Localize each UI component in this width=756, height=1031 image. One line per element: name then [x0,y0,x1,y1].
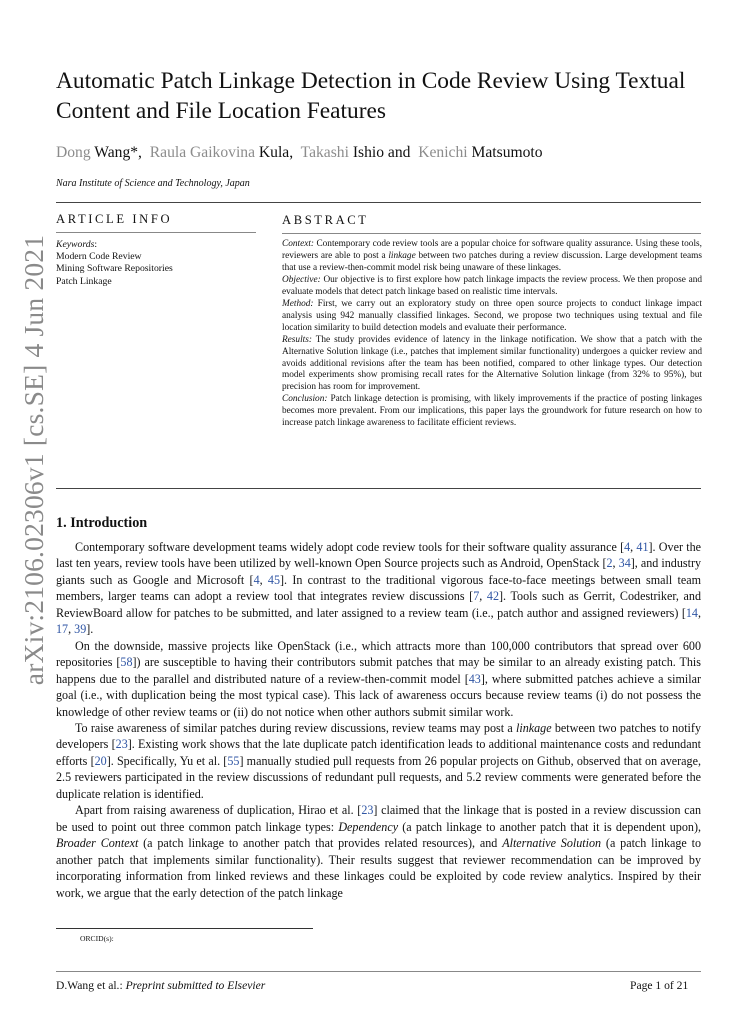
citation-link[interactable]: 2 [606,556,613,571]
article-info-rule [56,232,256,233]
citation-link[interactable]: 58 [120,655,133,670]
citation-link[interactable]: 23 [361,803,374,818]
citation-link[interactable]: 4 [624,540,631,554]
arxiv-stamp-text: arXiv:2106.02306v1 [cs.SE] 4 Jun 2021 [18,234,50,686]
citation-link[interactable]: 43 [468,671,481,686]
keyword-item: Modern Code Review [56,251,142,263]
author-1[interactable]: Dong Wang*, [56,144,142,161]
abstract-objective: Objective: Our objective is to first explore how patch linkage impacts the review process. We then propose and evaluate models that detect patch linkage based on realistic time intervals. [282,274,702,297]
citation-link[interactable]: 14 [685,605,698,620]
keywords-label: Keywords [56,239,95,250]
author-4[interactable]: Kenichi Matsumoto [418,144,543,161]
citation-link[interactable]: 20 [94,753,107,768]
citation-link[interactable]: 4 [253,572,260,587]
keywords-block [56,239,256,288]
abstract-bottom-rule [56,488,701,489]
section-heading-introduction: 1. Introduction [56,515,148,531]
citation-link[interactable]: 7 [473,589,480,604]
citation-link[interactable]: 55 [227,753,240,768]
keyword-item: Patch Linkage [56,275,112,287]
abstract-body [282,239,702,430]
keywords-label-line: Keywords: [56,239,98,250]
abstract-conclusion: Conclusion: Patch linkage detection is promising, with likely improvements if the practice of posting linkages becomes more prevalent. From our implications, this paper lays the groundwork for future research on how to increase patch linkage awareness to facilitate efficient reviews. [282,394,702,429]
article-info-heading: ARTICLE INFO [56,212,173,226]
paragraph: Contemporary software development teams widely adopt code review tools for their software quality assurance [4, 41]. Over the last ten years, review tools have been utilized by well-known Open Source projects such as Android, OpenStack [2, 34], and industry giants such as Google and Microsoft [4, 45]. In contrast to the traditional vigorous face-to-face meetings between small team members, larger teams can adopt a review tool that integrates review discussions [7, 42]. Tools such as Gerrit, Codestriker, and ReviewBoard allow for patches to be submitted, and later assigned to a review team (i.e., patch author and assigned reviewers) [14, 17, 39]. [56,540,702,637]
citation-link[interactable]: 45 [267,572,280,587]
author-3[interactable]: Takashi Ishio and [300,144,411,161]
citation-link[interactable]: 42 [486,589,500,604]
introduction-body [56,539,701,901]
arxiv-stamp [14,234,54,686]
orcid-footnote: ORCID(s): [80,934,114,943]
paper-title: Automatic Patch Linkage Detection in Code Review Using Textual Content and File Location Features [56,68,686,124]
abstract-method: Method: First, we carry out an exploratory study on three open source projects to conduct linkage impact analysis using 942 manually classified linkages. Second, we propose two techniques using textual and file location similarity to build detection models and evaluate their performance. [282,298,702,333]
citation-link[interactable]: 41 [636,540,649,554]
author-2[interactable]: Raula Gaikovina Kula, [149,144,294,161]
top-rule [56,202,701,203]
abstract-context: Context: Contemporary code review tools are a popular choice for software quality assurance. Using these tools, reviewers are able to post a linkage between two patches during a review discussion. Large development teams that use a review-then-commit model risk being unaware of these linkages. [282,239,702,273]
abstract-results: Results: The study provides evidence of latency in the linkage notification. We show that a patch with the Alternative Solution linkage (i.e., patches that implement similar functionality) undergoes a quicker review and avoids additional revisions after the team has been notified, compared to other linkage types. Our detection model experiments show promising recall rates for the Alternative Solution linkage (from 32% to 95%), but precision has room for improvement. [282,334,702,393]
abstract-heading: ABSTRACT [282,213,369,227]
abstract-rule [282,233,701,234]
author-list [56,144,543,162]
affiliation: Nara Institute of Science and Technology, Japan [56,178,250,189]
footer-running-head: D.Wang et al.: Preprint submitted to Elsevier [56,979,266,992]
citation-link[interactable]: 17 [56,622,69,637]
citation-link[interactable]: 23 [115,737,128,752]
paragraph: On the downside, massive projects like OpenStack (i.e., which attracts more than 100,000 contributors that spread over 600 repositories [58]) are susceptible to having their contributors submit patches that may be similar to an already existing patch. This happens due to the parallel and distributed nature of a review-then-commit model [43], where submitted patches achieve a similar goal (i.e., with duplication being the most typical case). This lack of awareness occurs because review teams (i) do not possess the knowledge of other review teams or (ii) do not notice when other authors submit similar work. [56,638,702,719]
paragraph: To raise awareness of similar patches during review discussions, review teams may post a linkage between two patches to notify developers [23]. Existing work shows that the late duplicate patch identification leads to additional maintenance costs and redundant efforts [20]. Specifically, Yu et al. [55] manually studied pull requests from 26 popular projects on Github, observed that on average, 2.5 reviewers participated in the review discussions of redundant pull requests, and 5.2 review comments were generated before the duplicate relation is identified. [56,720,701,801]
keyword-item: Mining Software Repositories [56,263,173,275]
citation-link[interactable]: 39 [74,622,87,637]
footer-rule [56,971,701,972]
citation-link[interactable]: 34 [618,556,631,571]
paragraph: Apart from raising awareness of duplication, Hirao et al. [23] claimed that the linkage that is posted in a review discussion can be used to point out three common patch linkage types: Dependency (a patch linkage to another patch that it is dependent upon), Broader Context (a patch linkage to another patch that provides related resources), and Alternative Solution (a patch linkage to another patch that implements similar functionality). Their results suggest that reviewer recommendation can be improved by incorporating information from linked reviews and these linkages could be exploited by code review analytics. Inspired by their work, we argue that the early detection of the patch linkage [56,803,702,900]
page-number: Page 1 of 21 [630,979,689,992]
footnote-rule [56,928,313,929]
